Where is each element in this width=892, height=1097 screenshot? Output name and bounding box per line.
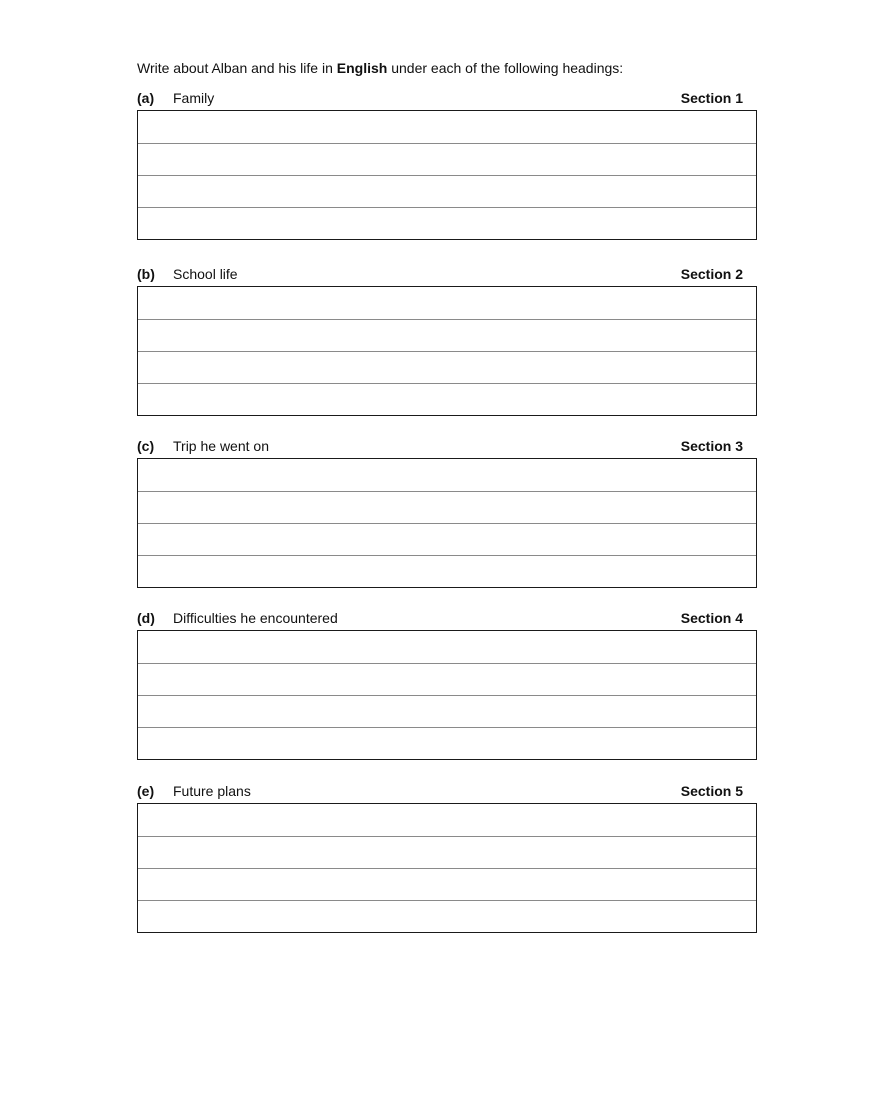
question-e [137,782,757,800]
question-a [137,89,757,107]
answer-line[interactable] [138,631,756,663]
answer-line[interactable] [138,459,756,491]
answer-line[interactable] [138,319,756,351]
answer-box [137,803,757,933]
answer-box [137,286,757,416]
question-title: Future plans [173,783,251,799]
question-header [137,265,757,283]
answer-line[interactable] [138,868,756,900]
answer-line[interactable] [138,663,756,695]
answer-line[interactable] [138,111,756,143]
question-c [137,437,757,455]
answer-line[interactable] [138,383,756,415]
answer-line[interactable] [138,804,756,836]
question-title: Family [173,90,215,106]
question-title: Trip he went on [173,438,269,454]
answer-line[interactable] [138,523,756,555]
answer-line[interactable] [138,351,756,383]
answer-line[interactable] [138,836,756,868]
answer-line[interactable] [138,555,756,587]
section-label: Section 2 [680,266,743,282]
answer-line[interactable] [138,175,756,207]
question-header [137,609,757,627]
question-letter: (a) [137,90,155,106]
answer-line[interactable] [138,695,756,727]
answer-line[interactable] [138,727,756,759]
question-letter: (d) [137,610,155,626]
section-label: Section 4 [680,610,743,626]
answer-line[interactable] [138,900,756,932]
instruction-after: under each of the following headings: [387,60,624,76]
question-header [137,437,757,455]
instruction-before: Write about Alban and his life in [137,60,337,76]
answer-box [137,458,757,588]
question-letter: (b) [137,266,155,282]
answer-box [137,110,757,240]
question-title: School life [173,266,238,282]
section-label: Section 5 [680,783,743,799]
answer-line[interactable] [138,287,756,319]
question-b [137,265,757,283]
question-title: Difficulties he encountered [173,610,338,626]
section-label: Section 3 [680,438,743,454]
answer-line[interactable] [138,207,756,239]
question-header [137,89,757,107]
question-d [137,609,757,627]
question-header [137,782,757,800]
answer-box [137,630,757,760]
instruction-emphasis: English [336,60,388,76]
answer-line[interactable] [138,143,756,175]
answer-line[interactable] [138,491,756,523]
question-letter: (c) [137,438,155,454]
question-letter: (e) [137,783,155,799]
section-label: Section 1 [680,90,743,106]
instruction-text [137,59,623,77]
